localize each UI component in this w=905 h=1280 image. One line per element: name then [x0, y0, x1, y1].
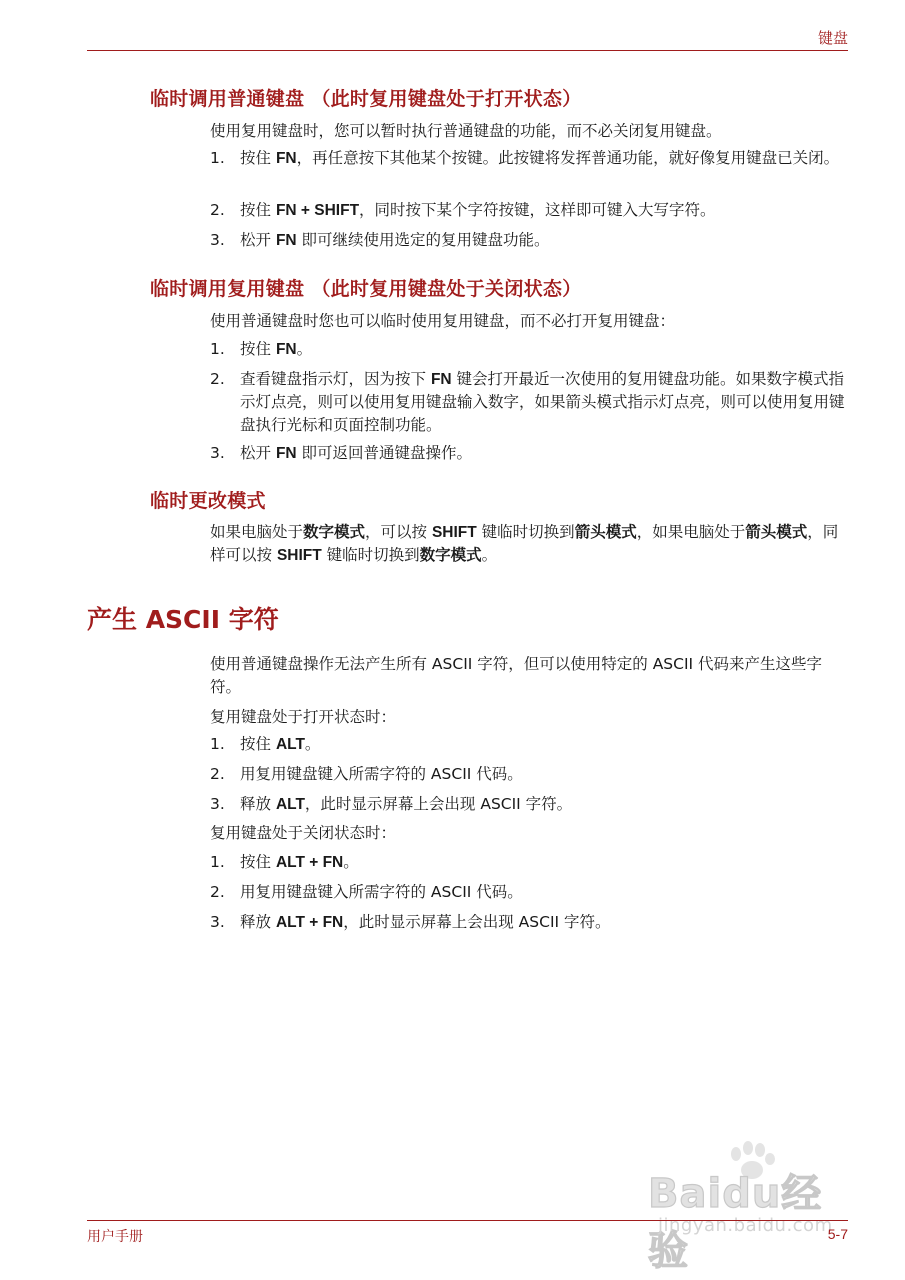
item-text: 。 — [304, 735, 321, 753]
item-text: ，同时按下某个字符按键，这样即可键入大写字符。 — [359, 201, 716, 219]
watermark-url: jingyan.baidu.com — [658, 1215, 833, 1236]
key-name: ALT — [275, 796, 305, 813]
mode-name: 数字模式 — [303, 524, 366, 541]
chapter-heading-ascii: 产生 ASCII 字符 — [87, 605, 279, 634]
key-name: SHIFT — [276, 547, 322, 564]
list-number: 1. — [210, 149, 225, 167]
list-number: 2. — [210, 765, 225, 783]
mode-name: 数字模式 — [419, 547, 482, 564]
item-text: ，此时显示屏幕上会出现 ASCII 字符。 — [343, 913, 611, 931]
list-item — [210, 199, 850, 222]
item-text: 按住 — [240, 340, 276, 358]
key-name: ALT — [275, 736, 305, 753]
section-heading-multiplex-keyboard: 临时调用复用键盘 （此时复用键盘处于关闭状态） — [150, 278, 582, 300]
list-number: 1. — [210, 735, 225, 753]
item-text: 即可继续使用选定的复用键盘功能。 — [296, 231, 550, 249]
item-text: 松开 — [240, 444, 276, 462]
running-header: 键盘 — [817, 29, 848, 47]
key-name: FN — [275, 341, 297, 358]
item-text: ，此时显示屏幕上会出现 ASCII 字符。 — [304, 795, 573, 813]
watermark-logo-text: Baidu经验 — [648, 1171, 823, 1274]
list-item — [210, 733, 850, 756]
list-number: 3. — [210, 231, 225, 249]
list-number: 2. — [210, 370, 225, 388]
list-item — [210, 147, 850, 170]
key-name: FN — [275, 232, 297, 249]
item-text: 释放 — [240, 795, 276, 813]
list-number: 3. — [210, 795, 225, 813]
list-item — [210, 851, 850, 874]
list-number: 2. — [210, 883, 225, 901]
item-text: 。 — [343, 853, 359, 871]
list-number: 1. — [210, 853, 225, 871]
section-intro: 使用普通键盘时您也可以临时使用复用键盘，而不必打开复用键盘： — [210, 312, 676, 330]
section-heading-temporary-mode: 临时更改模式 — [150, 490, 266, 512]
key-name: FN — [275, 445, 297, 462]
item-text: 键会打开最近一次使用的复用键盘功能。如果数字模式指示灯点亮，则可以使用复用键盘输入数字，如果箭头模式指示灯点亮，则可以使用复用键盘执行光标和页面控制功能。 — [240, 370, 845, 434]
key-name: FN — [275, 150, 297, 167]
list-item — [210, 881, 850, 904]
item-text: 。 — [296, 340, 313, 358]
para-text: 。 — [481, 546, 498, 564]
item-text: 松开 — [240, 231, 276, 249]
item-text: 释放 — [240, 913, 276, 931]
footer-rule — [87, 1220, 848, 1221]
para-text: 键临时切换到 — [321, 546, 420, 564]
sub-label-on: 复用键盘处于打开状态时： — [210, 708, 397, 726]
footer-manual-title: 用户手册 — [87, 1229, 143, 1245]
header-rule — [87, 50, 848, 51]
list-item — [210, 911, 850, 934]
para-text: 如果电脑处于 — [210, 523, 304, 541]
item-text: ，再任意按下其他某个按键。此按键将发挥普通功能，就好像复用键盘已关闭。 — [296, 149, 840, 167]
item-text: 用复用键盘键入所需字符的 ASCII 代码。 — [240, 765, 523, 783]
page-number: 5-7 — [827, 1226, 848, 1242]
key-name: SHIFT — [431, 524, 477, 541]
item-text: 按住 — [240, 149, 276, 167]
item-text: 查看键盘指示灯，因为按下 — [240, 370, 431, 388]
list-item — [210, 793, 850, 816]
list-number: 3. — [210, 444, 225, 462]
section-paragraph — [210, 521, 850, 567]
section-heading-normal-keyboard: 临时调用普通键盘 （此时复用键盘处于打开状态） — [150, 88, 582, 110]
list-number: 1. — [210, 340, 225, 358]
list-number: 3. — [210, 913, 225, 931]
para-text: ，可以按 — [365, 523, 432, 541]
item-text: 即可返回普通键盘操作。 — [296, 444, 473, 462]
list-item — [210, 442, 850, 465]
para-text: 键临时切换到 — [476, 523, 575, 541]
item-text: 按住 — [240, 735, 276, 753]
item-text: 按住 — [240, 853, 276, 871]
key-name: ALT + FN — [275, 914, 344, 931]
list-item — [210, 763, 850, 786]
list-item — [210, 338, 850, 361]
list-number: 2. — [210, 201, 225, 219]
list-item — [210, 368, 850, 437]
key-name: ALT + FN — [275, 854, 344, 871]
mode-name: 箭头模式 — [745, 524, 808, 541]
baidu-watermark — [640, 1140, 855, 1274]
list-item — [210, 229, 850, 252]
mode-name: 箭头模式 — [574, 524, 637, 541]
section-intro: 使用普通键盘操作无法产生所有 ASCII 字符，但可以使用特定的 ASCII 代码来产生这些字符。 — [210, 655, 823, 696]
item-text: 按住 — [240, 201, 276, 219]
key-name: FN — [430, 371, 452, 388]
section-intro: 使用复用键盘时，您可以暂时执行普通键盘的功能，而不必关闭复用键盘。 — [210, 122, 722, 140]
sub-label-off: 复用键盘处于关闭状态时： — [210, 824, 397, 842]
item-text: 用复用键盘键入所需字符的 ASCII 代码。 — [240, 883, 523, 901]
para-text: ，同样可以按 — [210, 523, 839, 564]
key-name: FN + SHIFT — [275, 202, 360, 219]
para-text: ，如果电脑处于 — [636, 523, 746, 541]
